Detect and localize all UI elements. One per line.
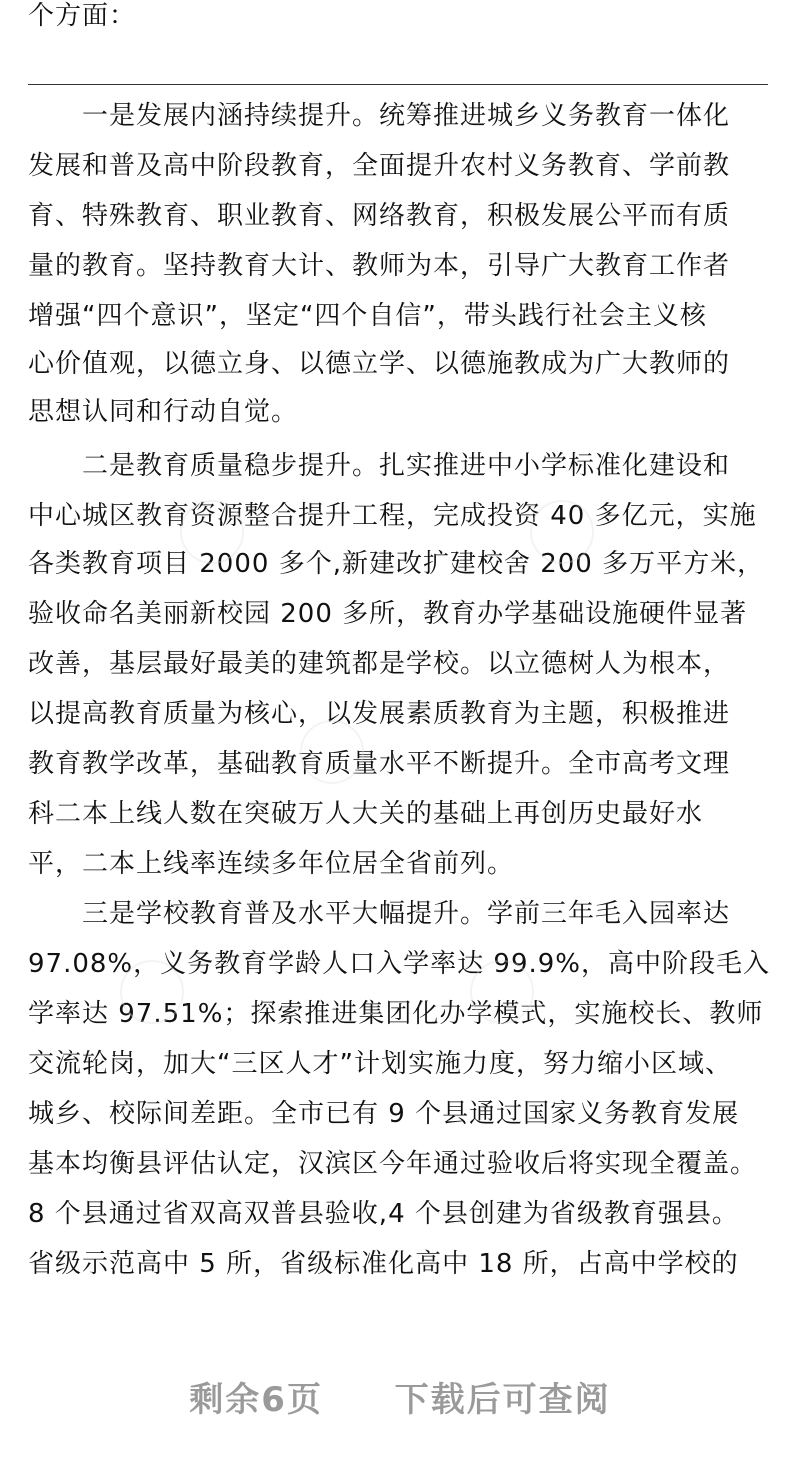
paragraph-line: 量的教育。坚持教育大计、教师为本，引导广大教育工作者 bbox=[28, 251, 731, 281]
paragraph-line: 育、特殊教育、职业教育、网络教育，积极发展公平而有质 bbox=[28, 201, 731, 231]
paragraph-line: 心价值观，以德立身、以德立学、以德施教成为广大教师的 bbox=[28, 349, 731, 379]
remaining-pages-banner[interactable] bbox=[0, 1372, 800, 1421]
paragraph-line: 各类教育项目 2000 多个,新建改扩建校舍 200 多万平方米， bbox=[28, 549, 765, 579]
remaining-pages-text: 剩余6页 bbox=[189, 1380, 323, 1420]
paragraph-line: 发展和普及高中阶段教育，全面提升农村义务教育、学前教 bbox=[28, 151, 731, 181]
paragraph-line: 97.08%，义务教育学龄人口入学率达 99.9%，高中阶段毛入 bbox=[28, 949, 770, 979]
header-fragment: 个方面： bbox=[28, 1, 137, 31]
paragraph-line: 二是教育质量稳步提升。扎实推进中小学标准化建设和 bbox=[28, 451, 731, 481]
paragraph-line: 教育教学改革，基础教育质量水平不断提升。全市高考文理 bbox=[28, 749, 731, 779]
paragraph-line: 省级示范高中 5 所，省级标准化高中 18 所，占高中学校的 bbox=[28, 1249, 739, 1279]
download-prompt-text: 下载后可查阅 bbox=[394, 1380, 611, 1420]
paragraph-line: 一是发展内涵持续提升。统筹推进城乡义务教育一体化 bbox=[28, 101, 731, 131]
paragraph-line: 学率达 97.51%；探索推进集团化办学模式，实施校长、教师 bbox=[28, 999, 764, 1029]
paragraph-line: 验收命名美丽新校园 200 多所，教育办学基础设施硬件显著 bbox=[28, 599, 748, 629]
paragraph-line: 科二本上线人数在突破万人大关的基础上再创历史最好水 bbox=[28, 799, 704, 829]
paragraph-line: 交流轮岗，加大“三区人才”计划实施力度，努力缩小区域、 bbox=[28, 1049, 732, 1079]
paragraph-line: 思想认同和行动自觉。 bbox=[28, 397, 299, 427]
paragraph-line: 8 个县通过省双高双普县验收,4 个县创建为省级教育强县。 bbox=[28, 1199, 739, 1229]
paragraph-line: 中心城区教育资源整合提升工程，完成投资 40 多亿元，实施 bbox=[28, 501, 757, 531]
paragraph-line: 以提高教育质量为核心，以发展素质教育为主题，积极推进 bbox=[28, 699, 731, 729]
paragraph-line: 城乡、校际间差距。全市已有 9 个县通过国家义务教育发展 bbox=[28, 1099, 740, 1129]
paragraph-line: 增强“四个意识”，坚定“四个自信”，带头践行社会主义核 bbox=[28, 301, 707, 331]
paragraph-line: 平，二本上线率连续多年位居全省前列。 bbox=[28, 849, 515, 879]
paragraph-line: 三是学校教育普及水平大幅提升。学前三年毛入园率达 bbox=[28, 899, 731, 929]
paragraph-line: 基本均衡县评估认定，汉滨区今年通过验收后将实现全覆盖。 bbox=[28, 1149, 758, 1179]
divider-line bbox=[28, 84, 768, 85]
paragraph-line: 改善，基层最好最美的建筑都是学校。以立德树人为根本， bbox=[28, 649, 731, 679]
